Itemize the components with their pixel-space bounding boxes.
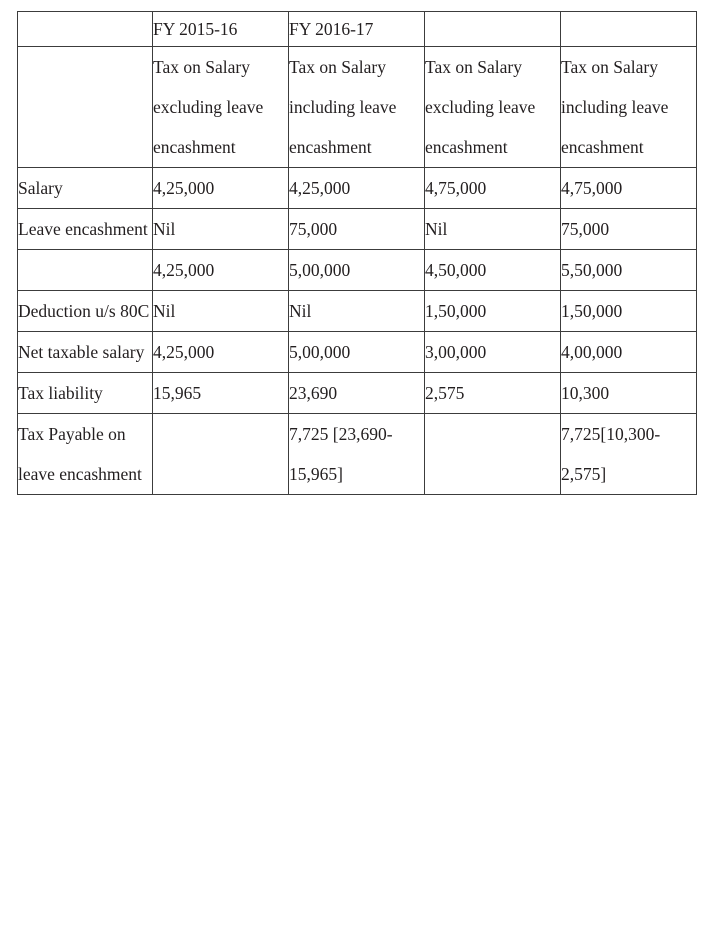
cell-tax-payable-2: 7,725 [23,690-15,965] [289, 414, 425, 495]
cell-tax-liability-3: 2,575 [425, 373, 561, 414]
cell-tax-payable-1 [153, 414, 289, 495]
table-row-column-header [18, 47, 697, 168]
subheader-cell-excluding-2015-16: Tax on Salary excluding leave encashment [153, 47, 289, 168]
cell-net-taxable-salary-2: 5,00,000 [289, 332, 425, 373]
header-cell-blank-4 [561, 12, 697, 47]
subheader-cell-including-2016-17: Tax on Salary including leave encashment [561, 47, 697, 168]
subheader-cell-excluding-2016-17: Tax on Salary excluding leave encashment [425, 47, 561, 168]
cell-deduction-80c-1: Nil [153, 291, 289, 332]
header-cell-blank-3 [425, 12, 561, 47]
cell-gross-total-4: 5,50,000 [561, 250, 697, 291]
row-label-deduction-80c: Deduction u/s 80C [18, 291, 153, 332]
cell-gross-total-3: 4,50,000 [425, 250, 561, 291]
cell-tax-liability-4: 10,300 [561, 373, 697, 414]
subheader-cell-including-2015-16: Tax on Salary including leave encashment [289, 47, 425, 168]
header-cell-fy-2015-16: FY 2015-16 [153, 12, 289, 47]
cell-deduction-80c-4: 1,50,000 [561, 291, 697, 332]
cell-leave-encashment-3: Nil [425, 209, 561, 250]
table-row-salary [18, 168, 697, 209]
cell-tax-payable-4: 7,725[10,300-2,575] [561, 414, 697, 495]
cell-tax-payable-3 [425, 414, 561, 495]
cell-net-taxable-salary-4: 4,00,000 [561, 332, 697, 373]
row-label-gross-total [18, 250, 153, 291]
row-label-net-taxable-salary: Net taxable salary [18, 332, 153, 373]
cell-leave-encashment-1: Nil [153, 209, 289, 250]
table-row-net-taxable-salary [18, 332, 697, 373]
header-cell-blank-corner [18, 12, 153, 47]
cell-net-taxable-salary-1: 4,25,000 [153, 332, 289, 373]
leave-encashment-tax-table [17, 11, 697, 495]
cell-deduction-80c-3: 1,50,000 [425, 291, 561, 332]
cell-gross-total-1: 4,25,000 [153, 250, 289, 291]
cell-leave-encashment-2: 75,000 [289, 209, 425, 250]
cell-salary-1: 4,25,000 [153, 168, 289, 209]
row-label-tax-payable-leave-encashment: Tax Payable on leave encashment [18, 414, 153, 495]
cell-gross-total-2: 5,00,000 [289, 250, 425, 291]
table-row-leave-encashment [18, 209, 697, 250]
row-label-salary: Salary [18, 168, 153, 209]
header-cell-fy-2016-17: FY 2016-17 [289, 12, 425, 47]
table-row-deduction-80c [18, 291, 697, 332]
subheader-cell-blank [18, 47, 153, 168]
table-row-gross-total [18, 250, 697, 291]
row-label-leave-encashment: Leave encashment [18, 209, 153, 250]
cell-salary-4: 4,75,000 [561, 168, 697, 209]
table-row-tax-liability [18, 373, 697, 414]
cell-salary-3: 4,75,000 [425, 168, 561, 209]
cell-tax-liability-1: 15,965 [153, 373, 289, 414]
cell-tax-liability-2: 23,690 [289, 373, 425, 414]
cell-net-taxable-salary-3: 3,00,000 [425, 332, 561, 373]
table-row-tax-payable-leave-encashment [18, 414, 697, 495]
cell-deduction-80c-2: Nil [289, 291, 425, 332]
cell-salary-2: 4,25,000 [289, 168, 425, 209]
row-label-tax-liability: Tax liability [18, 373, 153, 414]
table-row-financial-year-header [18, 12, 697, 47]
cell-leave-encashment-4: 75,000 [561, 209, 697, 250]
